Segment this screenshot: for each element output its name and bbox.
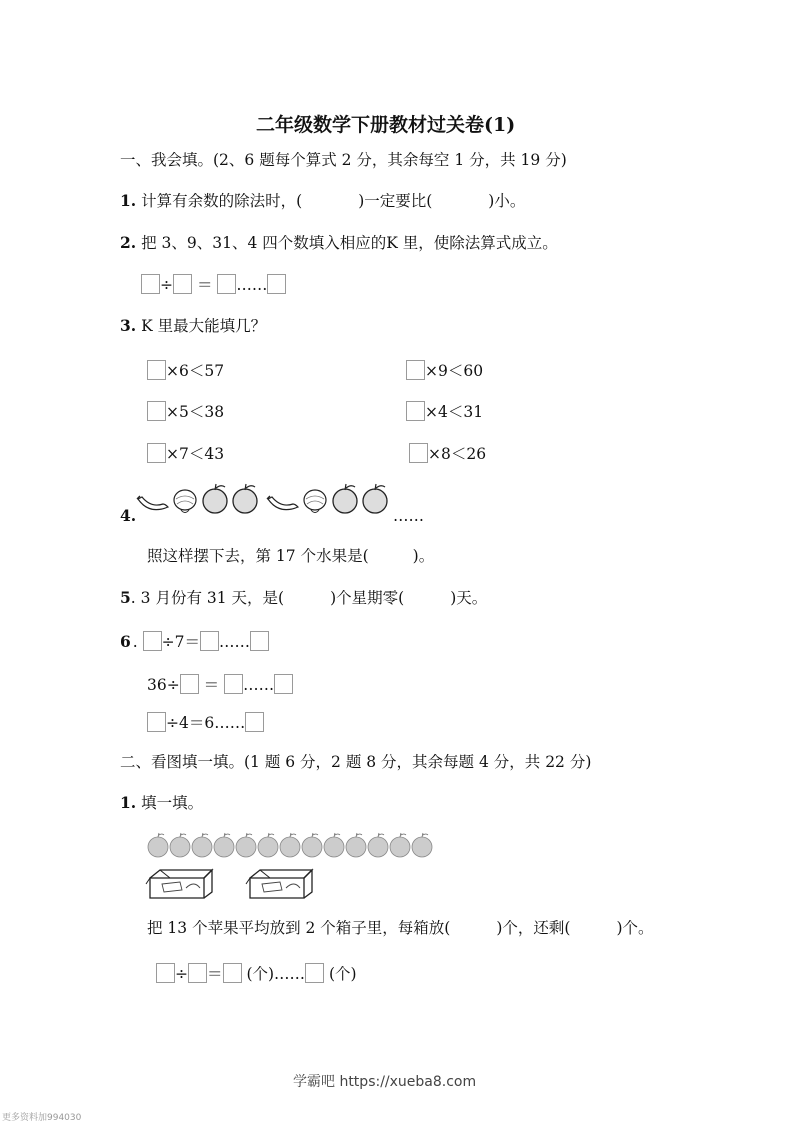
apple-row	[146, 832, 436, 860]
apple-icon	[203, 484, 227, 513]
apple-icon	[214, 833, 234, 857]
question-text: K 里最大能填几？	[141, 317, 267, 335]
apple-icon	[233, 484, 257, 513]
q3-item	[147, 360, 224, 381]
remainder-dots: ……	[236, 276, 268, 294]
question-text: . 3 月份有 31 天，是(	[130, 589, 285, 607]
inequality: ×7＜43	[166, 445, 225, 463]
question-text: )小。	[488, 192, 526, 210]
apple-icon	[170, 833, 190, 857]
unit-label: (个)	[329, 965, 357, 983]
equals-sign: ＝	[196, 276, 213, 294]
answer-box[interactable]	[267, 274, 286, 294]
answer-box[interactable]	[224, 674, 243, 694]
answer-box[interactable]	[147, 443, 166, 463]
answer-box[interactable]	[188, 963, 207, 983]
answer-box[interactable]	[147, 401, 166, 421]
question-number: 1.	[120, 191, 137, 210]
answer-box[interactable]	[409, 443, 428, 463]
answer-box[interactable]	[223, 963, 242, 983]
answer-box[interactable]	[156, 963, 175, 983]
banana-icon	[267, 496, 298, 510]
question-text: )个。	[616, 919, 654, 937]
sequence-continues-dots: ……	[393, 507, 424, 525]
answer-box[interactable]	[173, 274, 192, 294]
answer-box[interactable]	[180, 674, 199, 694]
answer-box[interactable]	[250, 631, 269, 651]
apple-icon	[148, 833, 168, 857]
banana-icon	[137, 496, 168, 510]
q2-division-template	[141, 274, 286, 295]
question-text: 照这样摆下去，第 17 个水果是(	[147, 547, 369, 565]
inequality: ×9＜60	[425, 362, 484, 380]
answer-box[interactable]	[141, 274, 160, 294]
section-1-heading: 一、我会填。(2、6 题每个算式 2 分，其余每空 1 分，共 19 分)	[120, 151, 567, 169]
q6-row-3	[147, 712, 264, 733]
q3-item	[147, 443, 224, 464]
question-text: )。	[412, 547, 435, 565]
answer-box[interactable]	[147, 712, 166, 732]
apple-icon	[192, 833, 212, 857]
question-text: 把 13 个苹果平均放到 2 个箱子里，每箱放(	[147, 919, 451, 937]
q3-item	[147, 401, 224, 422]
question-number: 1.	[120, 793, 137, 812]
remainder-dots: ……	[219, 633, 251, 651]
inequality: ×8＜26	[428, 445, 487, 463]
question-number: 6	[120, 632, 131, 651]
question-number: 2.	[120, 233, 137, 252]
corner-note: 更多资料加994030	[2, 1113, 82, 1123]
equation-text: ÷7＝	[161, 633, 201, 651]
question-number: 3.	[120, 316, 137, 335]
question-text: )一定要比(	[358, 192, 433, 210]
page-title: 二年级数学下册教材过关卷(1)	[256, 114, 516, 136]
box-icon	[146, 870, 212, 898]
equals-sign: ＝	[207, 965, 223, 983]
answer-box[interactable]	[406, 360, 425, 380]
fruit-sequence	[135, 483, 395, 519]
apple-sharing-sentence	[147, 918, 654, 938]
question-6: 6 . ÷7＝ ……	[120, 631, 269, 652]
question-text: 填一填。	[141, 794, 204, 812]
division-sign: ÷	[175, 965, 188, 983]
q6-row-2	[147, 674, 293, 695]
inequality: ×6＜57	[166, 362, 225, 380]
onion-icon	[174, 490, 196, 513]
question-text: 把 3、9、31、4 四个数填入相应的K 里，使除法算式成立。	[141, 234, 558, 252]
answer-box[interactable]	[305, 963, 324, 983]
q3-item	[406, 360, 483, 381]
equation-text: ÷4＝6……	[166, 714, 246, 732]
box-row	[146, 866, 346, 902]
question-number: 4.	[120, 506, 137, 525]
equation-text: 36÷	[147, 676, 180, 694]
q3-item	[409, 443, 486, 464]
apple-icon	[280, 833, 300, 857]
answer-box[interactable]	[143, 631, 162, 651]
apple-icon	[236, 833, 256, 857]
division-sign: ÷	[160, 276, 173, 294]
answer-box[interactable]	[147, 360, 166, 380]
question-text: 计算有余数的除法时，(	[141, 192, 303, 210]
answer-box[interactable]	[245, 712, 264, 732]
q3-item	[406, 401, 483, 422]
apple-icon	[412, 833, 432, 857]
answer-box[interactable]	[406, 401, 425, 421]
footer-watermark: 学霸吧 https://xueba8.com	[293, 1074, 477, 1090]
question-text: )个，还剩(	[496, 919, 571, 937]
unit-label: (个)……	[246, 965, 306, 983]
answer-box[interactable]	[200, 631, 219, 651]
answer-box[interactable]	[217, 274, 236, 294]
inequality: ×4＜31	[425, 403, 484, 421]
section-2-question-1	[120, 793, 203, 813]
apple-icon	[390, 833, 410, 857]
inequality: ×5＜38	[166, 403, 225, 421]
question-5	[120, 588, 487, 608]
onion-icon	[304, 490, 326, 513]
answer-box[interactable]	[274, 674, 293, 694]
question-text: )个星期零(	[330, 589, 405, 607]
apple-icon	[302, 833, 322, 857]
remainder-dots: ……	[243, 676, 275, 694]
question-4-text	[147, 546, 434, 566]
apple-icon	[363, 484, 387, 513]
question-1	[120, 191, 525, 211]
question-text: )天。	[450, 589, 488, 607]
box-icon	[246, 870, 312, 898]
question-number: 5	[120, 588, 131, 607]
question-2	[120, 233, 558, 253]
apple-division-template	[156, 963, 357, 984]
question-3	[120, 316, 266, 336]
apple-icon	[324, 833, 344, 857]
apple-icon	[258, 833, 278, 857]
apple-icon	[368, 833, 388, 857]
equals-sign: ＝	[203, 676, 220, 694]
apple-icon	[333, 484, 357, 513]
apple-icon	[346, 833, 366, 857]
section-2-heading: 二、看图填一填。(1 题 6 分，2 题 8 分，其余每题 4 分，共 22 分)	[120, 753, 592, 771]
